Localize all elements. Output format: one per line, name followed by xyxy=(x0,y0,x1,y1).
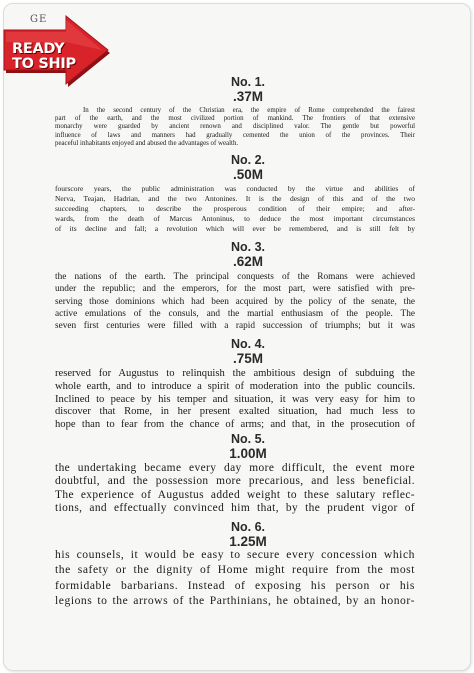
section-no-6 xyxy=(0,520,474,549)
section-number: No. 1. xyxy=(230,75,266,89)
paragraph-line: active emulations of the consuls, and the martial enthusiasm of the people. The xyxy=(55,308,415,319)
badge-text xyxy=(12,42,88,72)
badge-line-1: READY xyxy=(12,41,65,57)
paragraph-line: serving those dominions which had been acquired by the policy of the senate, the xyxy=(55,296,415,307)
section-no-5 xyxy=(0,432,474,461)
section-size: .75M xyxy=(232,351,263,366)
paragraph-line: tions, and effectually convinced him that, by the prudent vigor of xyxy=(55,502,415,515)
section-no-2 xyxy=(0,153,474,182)
section-size: 1.25M xyxy=(229,534,267,549)
paragraph-5 xyxy=(55,462,415,516)
section-number: No. 5. xyxy=(230,432,266,446)
paragraph-line: Nerva, Teajan, Hadrian, and the two Antonines. It is the design of this and of the two xyxy=(55,194,415,203)
paragraph-line: In the second century of the Christian era, the empire of Rome comprehended the fairest xyxy=(83,107,415,114)
paragraph-line: whole earth, and to introduce a spirit of moderation into the public councils. xyxy=(55,380,415,392)
paragraph-line: part of the earth, and the most civilized portion of mankind. The frontiers of that extensive xyxy=(55,115,415,123)
paragraph-line: peaceful inhabitants enjoyed and abused the advantages of wealth. xyxy=(55,139,239,147)
paragraph-4 xyxy=(55,368,415,432)
section-number: No. 2. xyxy=(230,153,266,167)
section-no-4 xyxy=(0,337,474,366)
paragraph-line: wards, from the death of Marcus Antoninus, to deduce the most important circumstances xyxy=(55,214,415,223)
paragraph-line: The experience of Augustus added weight to these salutary reflec- xyxy=(55,488,415,501)
paragraph-6 xyxy=(55,547,415,608)
section-number: No. 6. xyxy=(230,520,266,534)
paragraph-line: Inclined to peace by his temper and situation, it was very easy for him to xyxy=(55,393,415,405)
section-number: No. 3. xyxy=(230,240,266,254)
paragraph-line: influence of laws and manners had gradually cemented the union of the provinces. Their xyxy=(55,131,415,139)
paragraph-line: the safety or the dignity of Home might require from the most xyxy=(55,563,415,577)
paragraph-line: reserved for Augustus to relinquish the ambitious design of subduing the xyxy=(55,368,415,379)
section-size: .50M xyxy=(232,167,263,182)
section-size: .62M xyxy=(232,254,263,269)
paragraph-line: doubtful, and the possession more precarious, and less beneficial. xyxy=(55,475,415,488)
paragraph-2 xyxy=(55,184,415,234)
paragraph-line: the nations of the earth. The principal conquests of the Romans were achieved xyxy=(55,272,415,282)
paragraph-line: fourscore years, the public administration was conducted by the virtue and abilities of xyxy=(55,184,415,193)
paragraph-line: the undertaking became every day more difficult, the event more xyxy=(55,462,415,474)
paragraph-1 xyxy=(55,107,415,148)
logo-fragment: GE xyxy=(30,14,48,25)
paragraph-line: formidable barbarians. Instead of exposing his person or his xyxy=(55,578,415,592)
section-size: 1.00M xyxy=(229,446,267,461)
section-no-1 xyxy=(0,75,474,104)
paragraph-3 xyxy=(55,271,415,332)
paragraph-line: monarchy were guarded by ancient renown and disciplined valor. The gentle but powerful xyxy=(55,123,415,131)
paragraph-line: hope than to fear from the chance of arms; and that, in the prosecution of xyxy=(55,419,415,431)
badge-line-2: TO SHIP xyxy=(12,56,76,72)
paragraph-line: of its decline and fall; a revolution which will ever be remembered, and is still felt by xyxy=(55,224,415,233)
section-number: No. 4. xyxy=(230,337,266,351)
paragraph-line: succeeding chapters, to describe the prosperous condition of their empire; and after- xyxy=(55,204,415,213)
paragraph-line: his counsels, it would be easy to secure every concession which xyxy=(55,548,415,561)
section-size: .37M xyxy=(232,89,263,104)
paragraph-line: under the republic; and the emperors, for the most part, were satisfied with pre- xyxy=(55,284,415,295)
paragraph-line: legions to the arrows of the Parthinians, he obtained, by an honor- xyxy=(55,593,415,607)
section-no-3 xyxy=(0,240,474,269)
paragraph-line: seven first centuries were filled with a rapid succession of triumphs; but it was xyxy=(55,321,415,332)
paragraph-line: discover that Rome, in her present exalted situation, had much less to xyxy=(55,406,415,418)
